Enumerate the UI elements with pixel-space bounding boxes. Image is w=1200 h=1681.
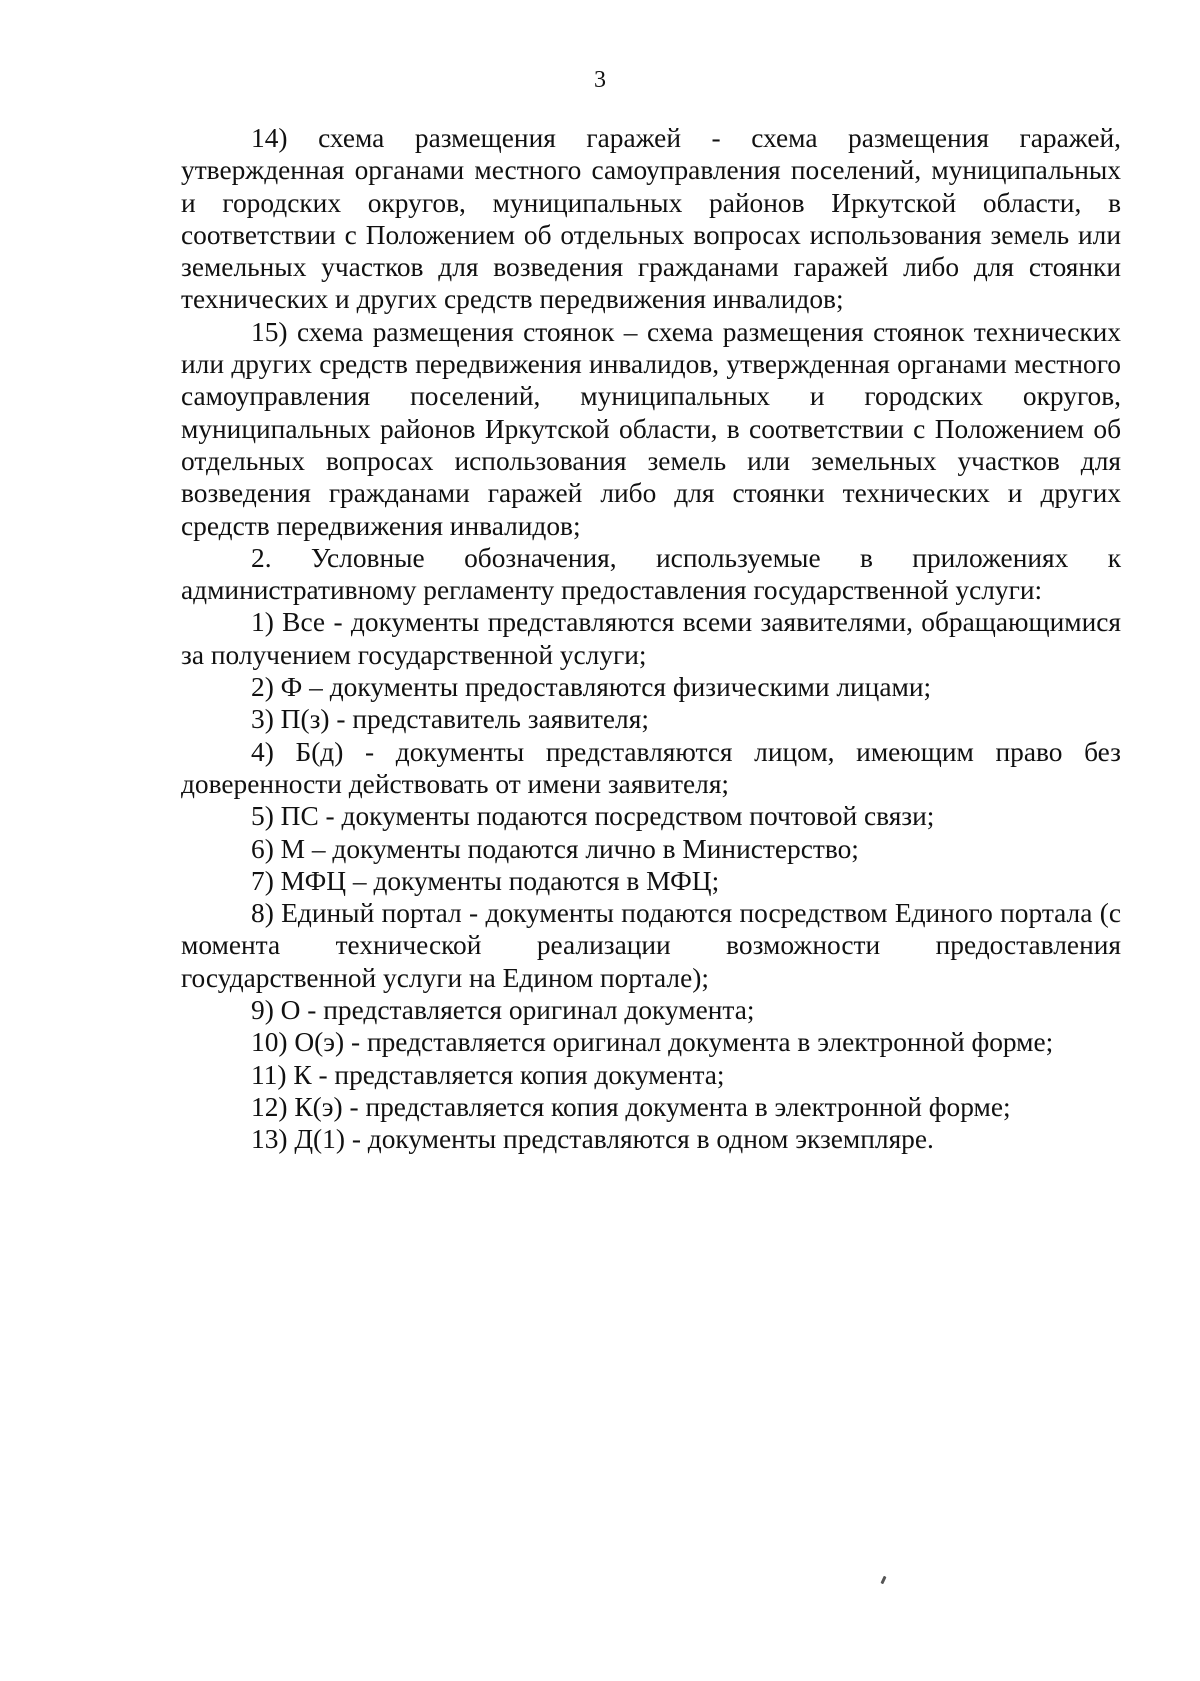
legend-item-original: 9) О - представляется оригинал документа; [251, 995, 755, 1026]
legend-item-copy-electronic: 12) К(э) - представляется копия документа в электронной форме; [251, 1091, 1011, 1122]
legend-item-ministry: 6) М – документы подаются лично в Министерство; [251, 833, 859, 864]
legend-item-without-proxy: 4) Б(д) - документы представляются лицом, имеющим право без доверенности действовать от имени заявителя; [181, 736, 1121, 799]
legend-item-single-copy: 13) Д(1) - документы представляются в одном экземпляре. [251, 1124, 934, 1155]
paragraph-parking-scheme: 15) схема размещения стоянок – схема размещения стоянок технических или других средств передвижения инвалидов, утвержденная органами местного самоуправления поселений, муниципальных и городских округов, муниципальных районов Иркутской области, в соответствии с Положением об отдельных вопросах использования земель или земельных участков для возведения гражданами гаражей либо для стоянки технических и других средств передвижения инвалидов; [181, 316, 1121, 541]
document-body [181, 122, 1121, 1156]
paragraph-garage-scheme: 14) схема размещения гаражей - схема размещения гаражей, утвержденная органами местного самоуправления поселений, муниципальных и городских округов, муниципальных районов Иркутской области, в соответствии с Положением об отдельных вопросах использования земель или земельных участков для возведения гражданами гаражей либо для стоянки технических и других средств передвижения инвалидов; [181, 123, 1121, 315]
legend-item-copy: 11) К - представляется копия документа; [251, 1059, 725, 1090]
legend-item-representative: 3) П(з) - представитель заявителя; [251, 704, 649, 735]
legend-item-mfc: 7) МФЦ – документы подаются в МФЦ; [251, 865, 720, 896]
paragraph-legend-intro: 2. Условные обозначения, используемые в приложениях к административному регламенту предоставления государственной услуги: [181, 542, 1121, 606]
legend-item-post: 5) ПС - документы подаются посредством почтовой связи; [251, 801, 935, 832]
legend-item-individuals: 2) Ф – документы предоставляются физическими лицами; [251, 672, 932, 703]
scan-speck [880, 1576, 886, 1585]
legend-item-all: 1) Все - документы представляются всеми заявителями, обращающимися за получением государственной услуги; [181, 607, 1121, 670]
legend-item-original-electronic: 10) О(э) - представляется оригинал документа в электронной форме; [251, 1027, 1054, 1058]
page-number: 3 [594, 67, 606, 93]
legend-item-unified-portal: 8) Единый портал - документы подаются посредством Единого портала (с момента технической реализации возможности предоставления государственной услуги на Едином портале); [181, 898, 1121, 993]
